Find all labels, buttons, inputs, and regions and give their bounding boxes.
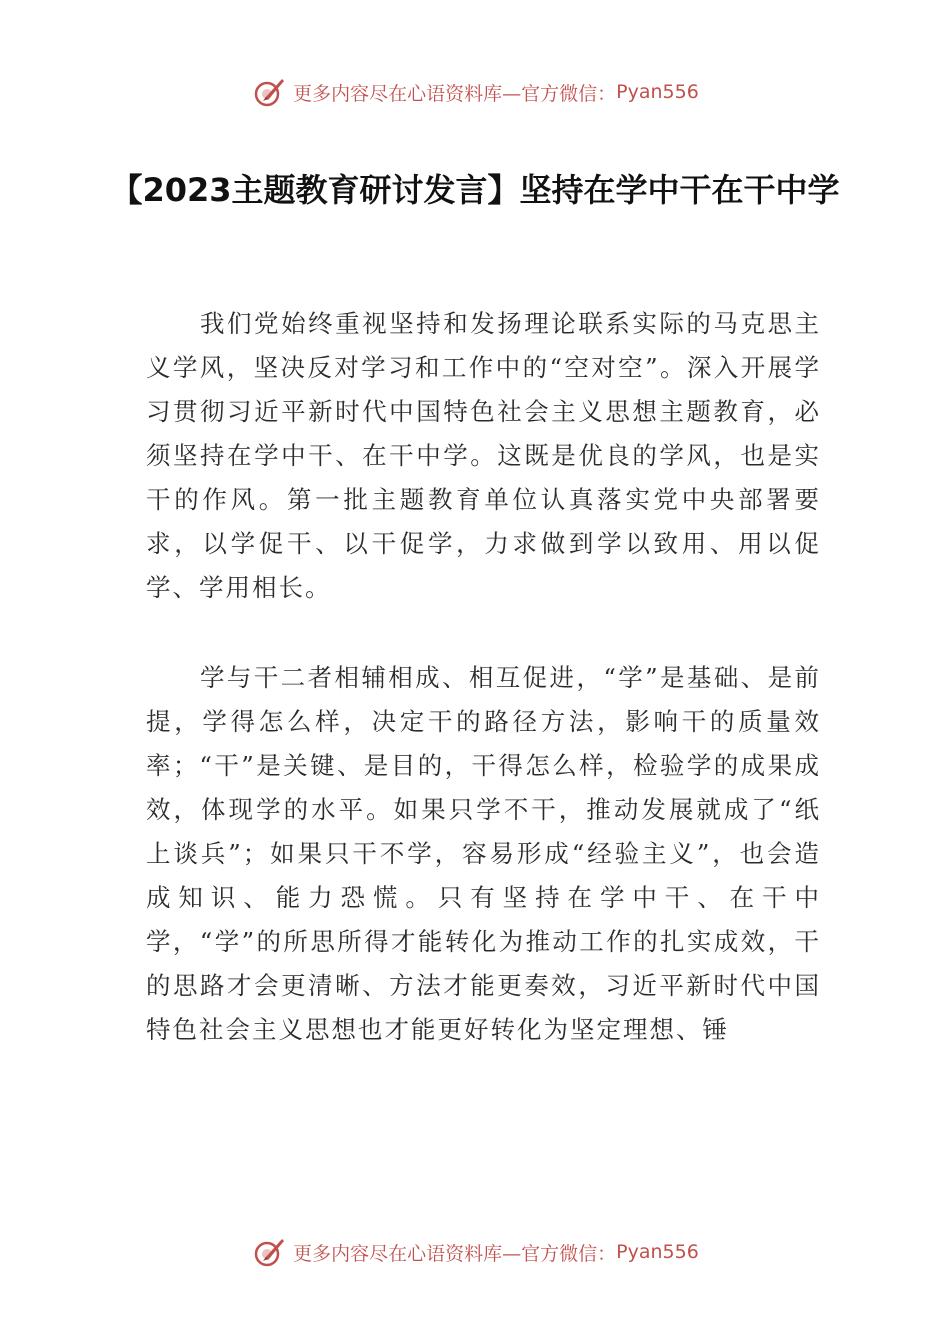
header-wechat-id: Pyan556 bbox=[616, 81, 699, 103]
quill-pen-logo-icon bbox=[251, 74, 287, 110]
footer-wechat-id: Pyan556 bbox=[616, 1241, 699, 1263]
footer-banner bbox=[0, 1232, 950, 1272]
document-title: 【2023主题教育研讨发言】坚持在学中干在干中学 bbox=[110, 171, 840, 209]
body-paragraph-2: 学与干二者相辅相成、相互促进，“学”是基础、是前提，学得怎么样，决定干的路径方法，影响干的质量效率；“干”是关键、是目的，干得怎么样，检验学的成果成效，体现学的水平。如果只学不干，推动发展就成了“纸上谈兵”；如果只干不学，容易形成“经验主义”，也会造成知识、能力恐慌。只有坚持在学中干、在干中学，“学”的所思所得才能转化为推动工作的扎实成效，干的思路才会更清晰、方法才能更奏效，习近平新时代中国特色社会主义思想也才能更好转化为坚定理想、锤 bbox=[146, 663, 821, 1044]
footer-banner-text: 更多内容尽在心语资料库—官方微信： bbox=[293, 1242, 617, 1265]
quill-pen-logo-icon bbox=[251, 1234, 287, 1270]
header-banner-text: 更多内容尽在心语资料库—官方微信： bbox=[293, 82, 617, 105]
body-paragraph-1: 我们党始终重视坚持和发扬理论联系实际的马克思主义学风，坚决反对学习和工作中的“空对空”。深入开展学习贯彻习近平新时代中国特色社会主义思想主题教育，必须坚持在学中干、在干中学。这既是优良的学风，也是实干的作风。第一批主题教育单位认真落实党中央部署要求，以学促干、以干促学，力求做到学以致用、用以促学、学用相长。 bbox=[146, 309, 821, 602]
header-banner bbox=[0, 72, 950, 112]
